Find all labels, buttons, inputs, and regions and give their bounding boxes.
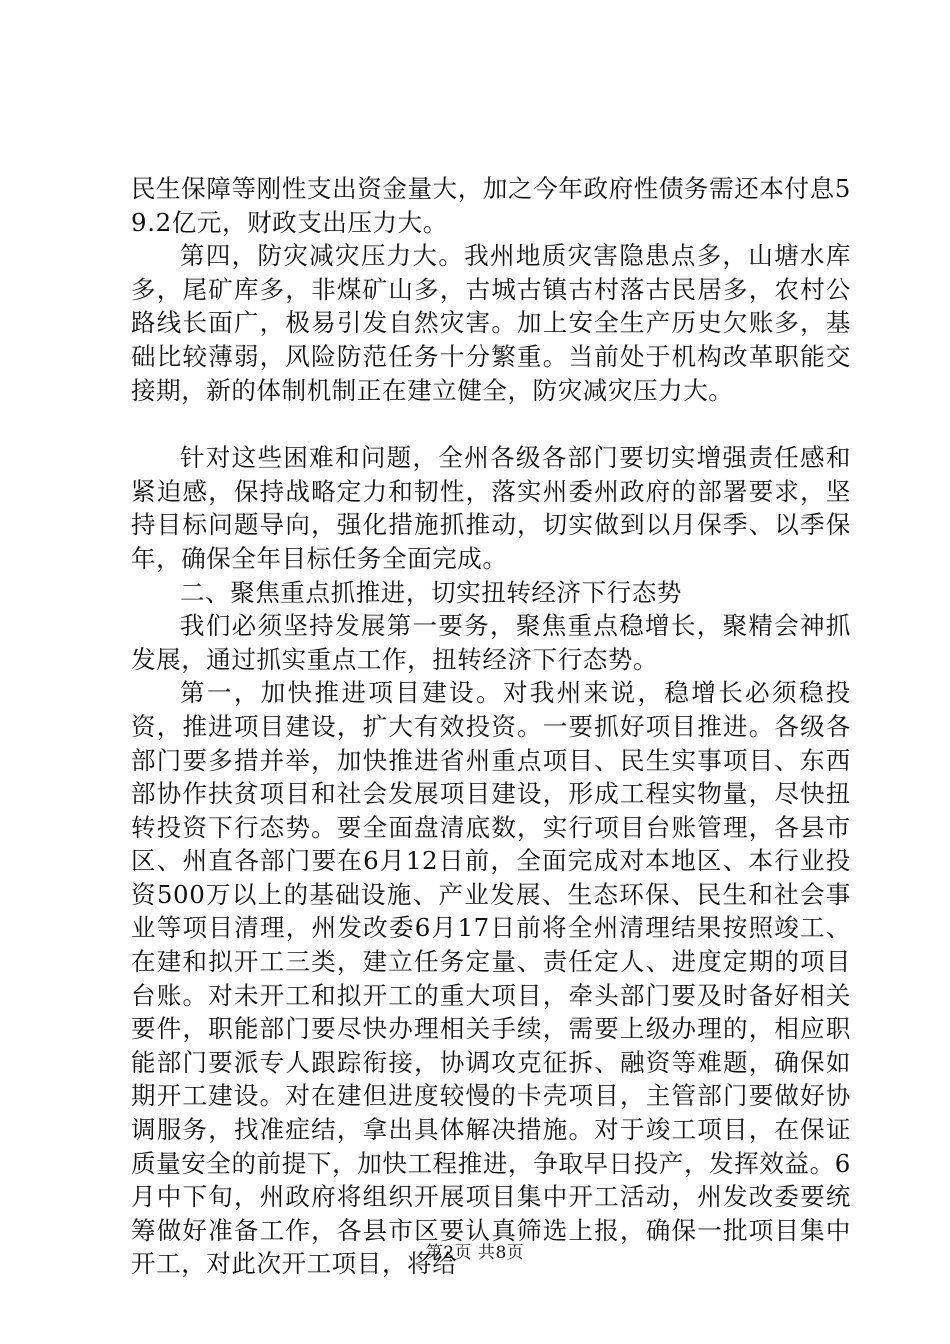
page-footer: 第2页 共8页 <box>425 1243 525 1263</box>
paragraph-project-construction: 第一，加快推进项目建设。对我州来说，稳增长必须稳投资，推进项目建设，扩大有效投资。一要抓好项目推进。各级各部门要多措并举，加快推进省州重点项目、民生实事项目、东西部协作扶贫项目和社会发展项目建设，形成工程实物量，尽快扭转投资下行态势。要全面盘清底数，实行项目台账管理，各县市区、州直各部门要在6月12日前，全面完成对本地区、本行业投资500万以上的基础设施、产业发展、生态环保、民生和社会事业等项目清理，州发改委6月17日前将全州清理结果按照竣工、在建和拟开工三类，建立任务定量、责任定人、进度定期的项目台账。对未开工和拟开工的重大项目，牵头部门要及时备好相关要件，职能部门要尽快办理相关手续，需要上级办理的，相应职能部门要派专人跟踪衔接，协调攻克征拆、融资等难题，确保如期开工建设。对在建但进度较慢的卡壳项目，主管部门要做好协调服务，找准症结，拿出具体解决措施。对于竣工项目，在保证质量安全的前提下，加快工程推进，争取早日投产，发挥效益。6月中下旬，州政府将组织开展项目集中开工活动，州发改委要统筹做好准备工作，各县市区要认真筛选上报，确保一批项目集中开工，对此次开工项目，将给 <box>131 678 851 1279</box>
paragraph-development: 我们必须坚持发展第一要务，聚焦重点稳增长，聚精会神抓发展，通过抓实重点工作，扭转经济下行态势。 <box>131 611 851 674</box>
section-heading-2: 二、聚焦重点抓推进，切实扭转经济下行态势 <box>180 577 682 607</box>
document-body <box>131 172 851 1281</box>
paragraph-response: 针对这些困难和问题，全州各级各部门要切实增强责任感和紧迫感，保持战略定力和韧性，落实州委州政府的部署要求，坚持目标问题导向，强化措施抓推动，切实做到以月保季、以季保年，确保全年目标任务全面完成。 <box>131 443 851 573</box>
paragraph-continuation: 民生保障等刚性支出资金量大，加之今年政府性债务需还本付息59.2亿元，财政支出压力大。 <box>131 174 851 237</box>
paragraph-disaster-prevention: 第四，防灾减灾压力大。我州地质灾害隐患点多，山塘水库多，尾矿库多，非煤矿山多，古城古镇古村落古民居多，农村公路线长面广，极易引发自然灾害。加上安全生产历史欠账多，基础比较薄弱，风险防范任务十分繁重。当前处于机构改革职能交接期，新的体制机制正在建立健全，防灾减灾压力大。 <box>131 241 851 405</box>
